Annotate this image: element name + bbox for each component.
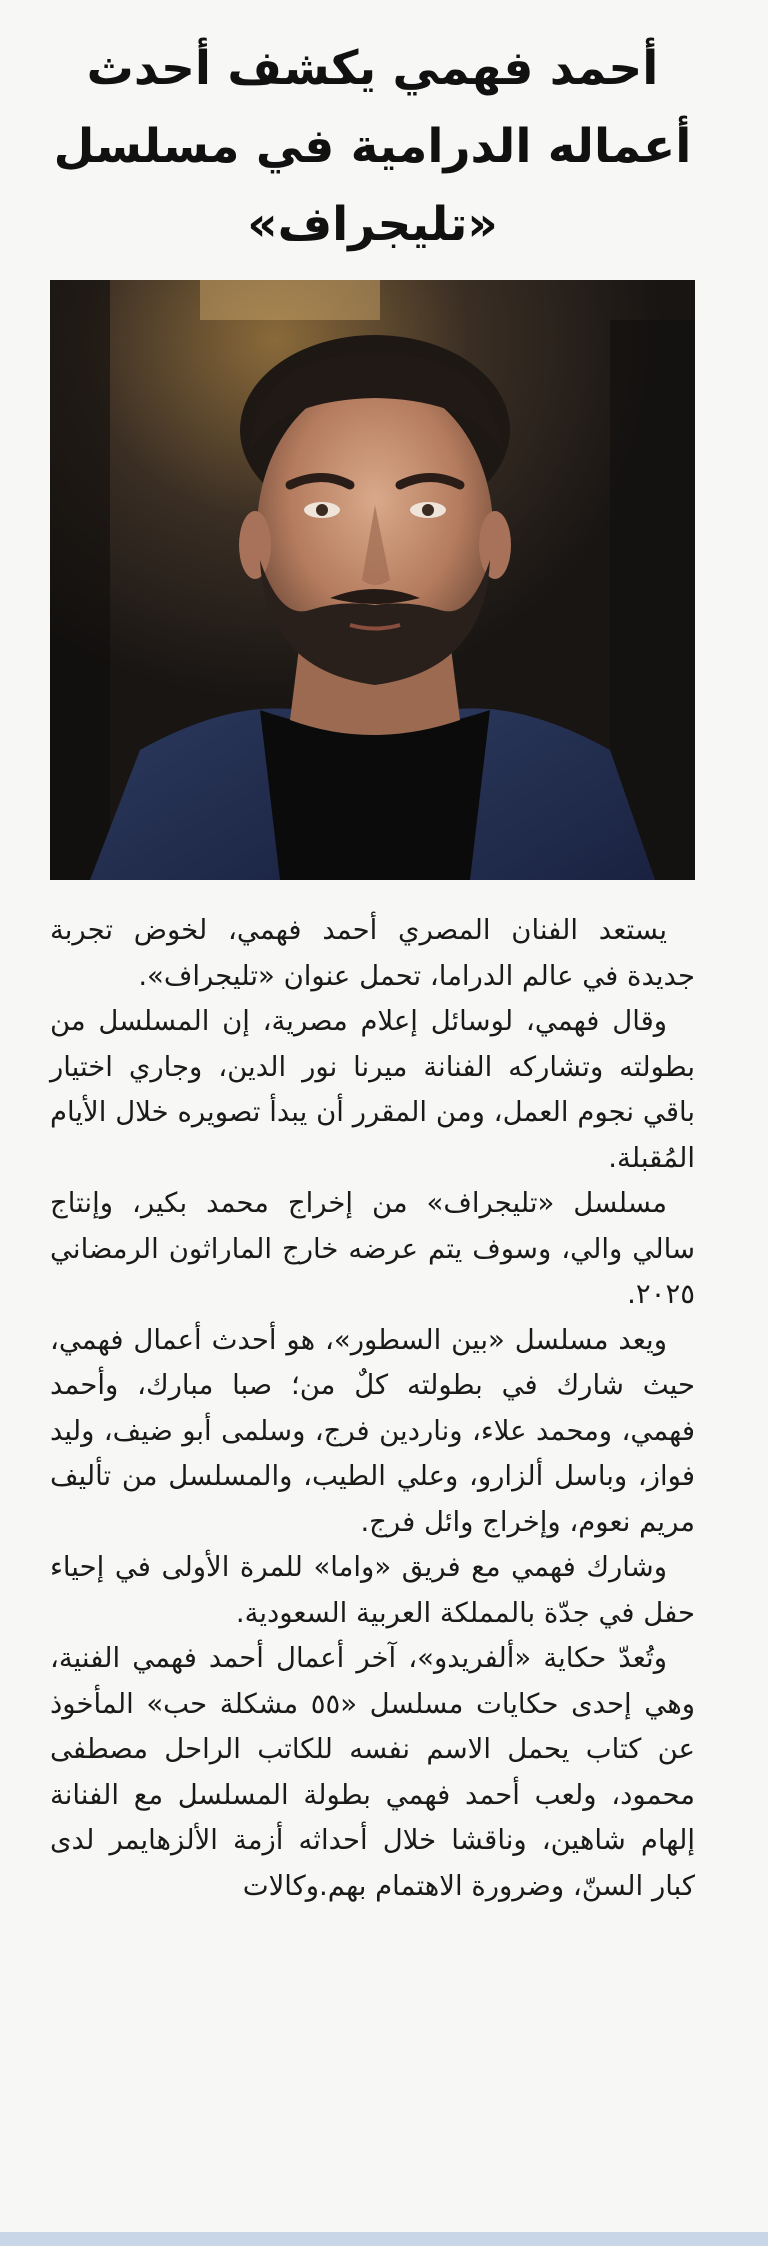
article-body	[50, 908, 695, 1909]
portrait-photo	[50, 280, 695, 880]
paragraph: وقال فهمي، لوسائل إعلام مصرية، إن المسلسل من بطولته وتشاركه الفنانة ميرنا نور الدين، وجاري اختيار باقي نجوم العمل، ومن المقرر أن يبدأ تصويره خلال الأيام المُقبلة.	[50, 1005, 695, 1174]
paragraph: يستعد الفنان المصري أحمد فهمي، لخوض تجربة جديدة في عالم الدراما، تحمل عنوان «تليجراف».	[50, 914, 695, 992]
headline: أحمد فهمي يكشف أحدث أعماله الدرامية في مسلسل «تليجراف»	[53, 41, 692, 252]
paragraph: ويعد مسلسل «بين السطور»، هو أحدث أعمال فهمي، حيث شارك في بطولته كلٌ من؛ صبا مبارك، وأحمد فهمي، ومحمد علاء، وناردين فرج، وسلمى أبو ضيف، وليد فواز، وباسل ألزارو، وعلي الطيب، والمسلسل من تأليف مريم نعوم، وإخراج وائل فرج.	[50, 1323, 695, 1538]
paragraph: وشارك فهمي مع فريق «واما» للمرة الأولى في إحياء حفل في جدّة بالمملكة العربية السعودية.	[50, 1551, 695, 1629]
article	[50, 30, 695, 1909]
paragraph: مسلسل «تليجراف» من إخراج محمد بكير، وإنتاج سالي والي، وسوف يتم عرضه خارج الماراثون الرمضاني ٢٠٢٥.	[50, 1187, 695, 1310]
footer-bar	[0, 2232, 768, 2246]
paragraph: وتُعدّ حكاية «ألفريدو»، آخر أعمال أحمد فهمي الفنية، وهي إحدى حكايات مسلسل «٥٥ مشكلة حب» المأخوذ عن كتاب يحمل الاسم نفسه للكاتب الراحل مصطفى محمود، ولعب أحمد فهمي بطولة المسلسل مع الفنانة إلهام شاهين، وناقشا خلال أحداثه أزمة الألزهايمر لدى كبار السنّ، وضرورة الاهتمام بهم.وكالات	[50, 1642, 695, 1902]
